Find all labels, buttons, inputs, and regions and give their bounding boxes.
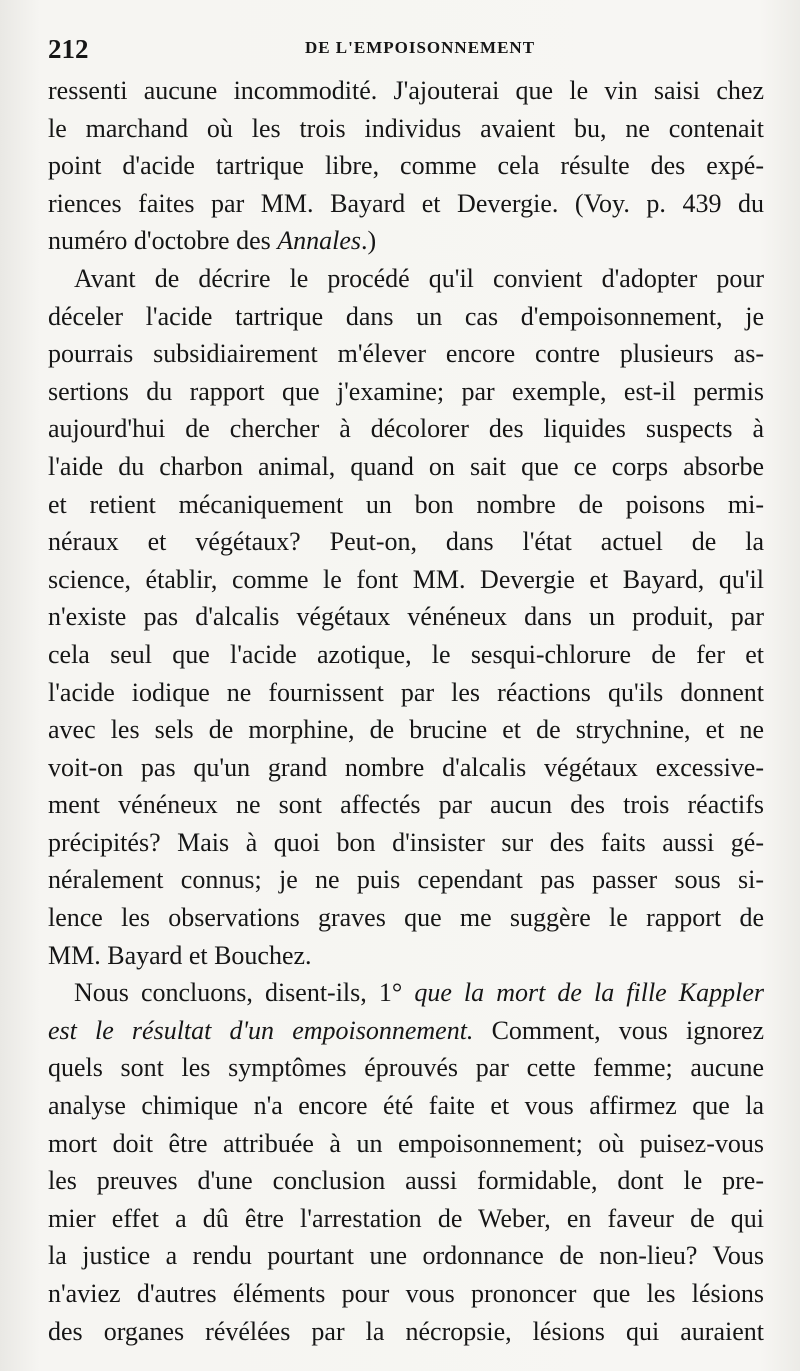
line-text: néralement connus; je ne puis cependant pas passer sous si- bbox=[48, 865, 764, 895]
line-text: et retient mécaniquement un bon nombre de poisons mi- bbox=[48, 489, 764, 519]
line-text: n'aviez d'autres éléments pour vous prononcer que les lésions bbox=[48, 1279, 764, 1308]
text-line bbox=[48, 260, 764, 298]
line-text: point d'acide tartrique libre, comme cela résulte des expé- bbox=[48, 151, 764, 181]
text-line bbox=[48, 1313, 764, 1351]
text-line bbox=[48, 298, 764, 336]
line-text: avec les sels de morphine, de brucine et de strychnine, et ne bbox=[48, 715, 764, 745]
running-head: DE L'EMPOISONNEMENT bbox=[304, 38, 536, 57]
text-line bbox=[48, 749, 764, 787]
line-text: MM. Bayard et Bouchez. bbox=[48, 940, 312, 970]
line-text: ressenti aucune incommodité. J'ajouterai que le vin saisi chez bbox=[48, 76, 764, 105]
line-text: aujourd'hui de chercher à décolorer des liquides suspects à bbox=[48, 414, 764, 444]
text-line bbox=[48, 636, 764, 674]
line-text: l'acide iodique ne fournissent par les réactions qu'ils donnent bbox=[48, 677, 764, 707]
line-text: riences faites par MM. Bayard et Devergie. (Voy. p. 439 du bbox=[48, 188, 764, 218]
page-header bbox=[48, 34, 764, 72]
text-line bbox=[48, 974, 764, 1012]
line-text: ment vénéneux ne sont affectés par aucun des trois réactifs bbox=[48, 790, 764, 820]
line-text: les preuves d'une conclusion aussi formidable, dont le pre- bbox=[48, 1166, 764, 1196]
text-line bbox=[48, 373, 764, 411]
text-line bbox=[48, 711, 764, 749]
line-text: Avant de décrire le procédé qu'il convient d'adopter pour bbox=[74, 263, 764, 293]
line-text: mier effet a dû être l'arrestation de Weber, en faveur de qui bbox=[48, 1203, 764, 1233]
text-line bbox=[48, 1125, 764, 1163]
line-text: Nous concluons, disent-ils, 1° bbox=[74, 978, 415, 1008]
text-line bbox=[48, 185, 764, 223]
text-line bbox=[48, 561, 764, 599]
text-line bbox=[48, 335, 764, 373]
text-line bbox=[48, 448, 764, 486]
text-line bbox=[48, 72, 764, 110]
text-line bbox=[48, 410, 764, 448]
text-line bbox=[48, 523, 764, 561]
text-line bbox=[48, 1200, 764, 1238]
text-line bbox=[48, 1049, 764, 1087]
line-text: le marchand où les trois individus avaient bu, ne contenait bbox=[48, 113, 764, 143]
line-text: déceler l'acide tartrique dans un cas d'empoisonnement, je bbox=[48, 301, 764, 331]
line-text: mort doit être attribuée à un empoisonnement; où puisez-vous bbox=[48, 1128, 764, 1158]
line-text: cela seul que l'acide azotique, le sesqui-chlorure de fer et bbox=[48, 639, 764, 669]
text-line bbox=[48, 222, 764, 260]
text-line bbox=[48, 110, 764, 148]
italic-text: que la mort de la fille Kappler bbox=[414, 978, 764, 1008]
page-number: 212 bbox=[48, 34, 89, 64]
line-text: la justice a rendu pourtant une ordonnance de non-lieu? Vous bbox=[48, 1241, 764, 1271]
text-line bbox=[48, 674, 764, 712]
line-text: des organes révélées par la nécropsie, lésions qui auraient bbox=[48, 1316, 764, 1346]
line-text: précipités? Mais à quoi bon d'insister sur des faits aussi gé- bbox=[48, 827, 764, 857]
line-text: voit-on pas qu'un grand nombre d'alcalis végétaux excessive- bbox=[48, 752, 764, 782]
line-text: n'existe pas d'alcalis végétaux vénéneux dans un produit, par bbox=[48, 602, 764, 632]
line-text: néraux et végétaux? Peut-on, dans l'état actuel de la bbox=[48, 527, 764, 557]
italic-text: Annales bbox=[277, 226, 361, 256]
line-text: science, établir, comme le font MM. Devergie et Bayard, qu'il bbox=[48, 564, 764, 594]
line-text: analyse chimique n'a encore été faite et vous affirmez que la bbox=[48, 1091, 764, 1121]
italic-text: est le résultat d'un empoisonnement. bbox=[48, 1015, 474, 1045]
text-line bbox=[48, 1275, 764, 1313]
text-line bbox=[48, 1087, 764, 1125]
line-suffix: Comment, vous ignorez bbox=[473, 1015, 764, 1045]
line-text: pourrais subsidiairement m'élever encore contre plusieurs as- bbox=[48, 339, 764, 369]
text-line bbox=[48, 899, 764, 937]
text-line bbox=[48, 861, 764, 899]
line-text: sertions du rapport que j'examine; par exemple, est-il permis bbox=[48, 376, 764, 406]
text-line bbox=[48, 786, 764, 824]
text-line bbox=[48, 1012, 764, 1050]
text-line bbox=[48, 824, 764, 862]
line-suffix: .) bbox=[361, 226, 377, 256]
text-line bbox=[48, 1162, 764, 1200]
text-line bbox=[48, 937, 764, 975]
body-text bbox=[48, 72, 764, 1350]
line-text: numéro d'octobre des bbox=[48, 226, 278, 256]
line-text: quels sont les symptômes éprouvés par cette femme; aucune bbox=[48, 1053, 764, 1083]
text-line bbox=[48, 1237, 764, 1275]
text-line bbox=[48, 598, 764, 636]
text-line bbox=[48, 147, 764, 185]
line-text: lence les observations graves que me suggère le rapport de bbox=[48, 903, 764, 933]
text-line bbox=[48, 486, 764, 524]
line-text: l'aide du charbon animal, quand on sait que ce corps absorbe bbox=[48, 451, 764, 481]
